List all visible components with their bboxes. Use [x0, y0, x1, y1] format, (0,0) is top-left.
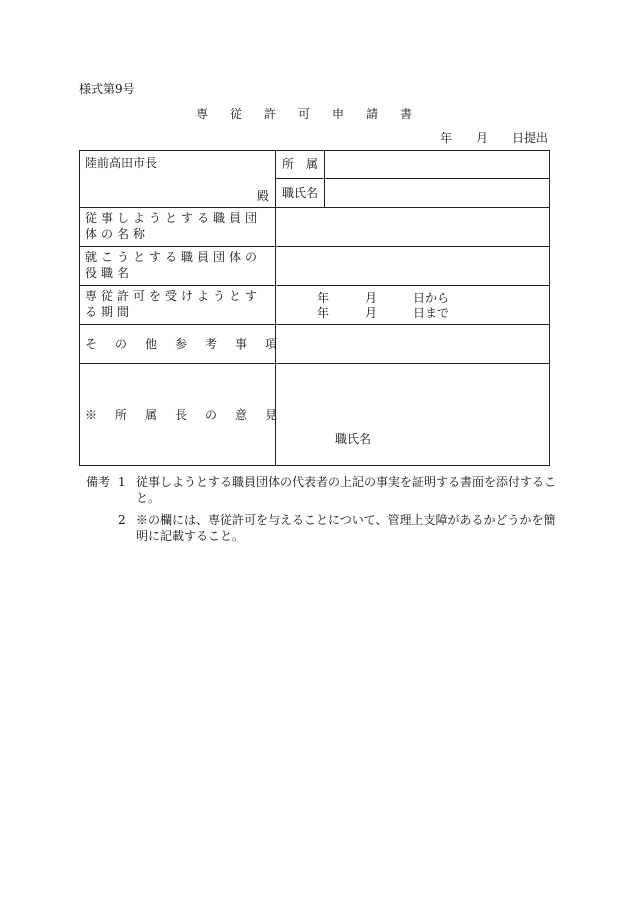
- honorific: 殿: [257, 189, 270, 203]
- position-field[interactable]: [276, 247, 549, 285]
- form-number: 様式第9号: [79, 82, 135, 96]
- table-border-bottom: [79, 465, 550, 466]
- name-field[interactable]: [325, 179, 549, 207]
- other-notes-field[interactable]: [276, 325, 549, 363]
- remarks-section: [86, 474, 556, 544]
- remark-item: [86, 512, 556, 544]
- submission-date: 年 月 日提出: [439, 131, 548, 145]
- org-name-label: 従事しようとする職員団体の名称: [85, 211, 262, 241]
- position-label: 就こうとする職員団体の役職名: [85, 250, 262, 280]
- addressee: 陸前高田市長: [85, 156, 158, 170]
- remark-text: ※の欄には、専従許可を与えることについて、管理上支障があるかどうかを簡明に記載すること。: [136, 513, 556, 543]
- application-form-table: [79, 150, 550, 466]
- supervisor-opinion-field[interactable]: [276, 364, 549, 465]
- remarks-heading: 備考: [86, 475, 111, 489]
- table-border-right: [549, 150, 550, 466]
- remark-number: 2: [118, 513, 126, 527]
- remark-text: 従事しようとする職員団体の代表者の上記の事実を証明する書面を添付すること。: [136, 475, 557, 505]
- remark-item: [86, 474, 556, 506]
- other-notes-label: その他参考事項: [85, 337, 296, 351]
- name-label: 職氏名: [282, 186, 319, 200]
- supervisor-opinion-label: ※所属長の意見: [85, 408, 296, 422]
- affiliation-label: 所 属: [282, 157, 319, 171]
- period-label: 専従許可を受けようとする期間: [85, 289, 262, 319]
- org-name-field[interactable]: [276, 208, 549, 246]
- period-to: 年 月 日まで: [317, 306, 450, 320]
- document-title: 専従許可申請書: [195, 107, 434, 121]
- period-from: 年 月 日から: [317, 291, 450, 305]
- table-row-divider-3: [79, 285, 550, 286]
- remark-number: 1: [118, 475, 126, 489]
- affiliation-field[interactable]: [325, 151, 549, 178]
- supervisor-name-label: 職氏名: [335, 432, 372, 446]
- table-border-left: [79, 150, 80, 466]
